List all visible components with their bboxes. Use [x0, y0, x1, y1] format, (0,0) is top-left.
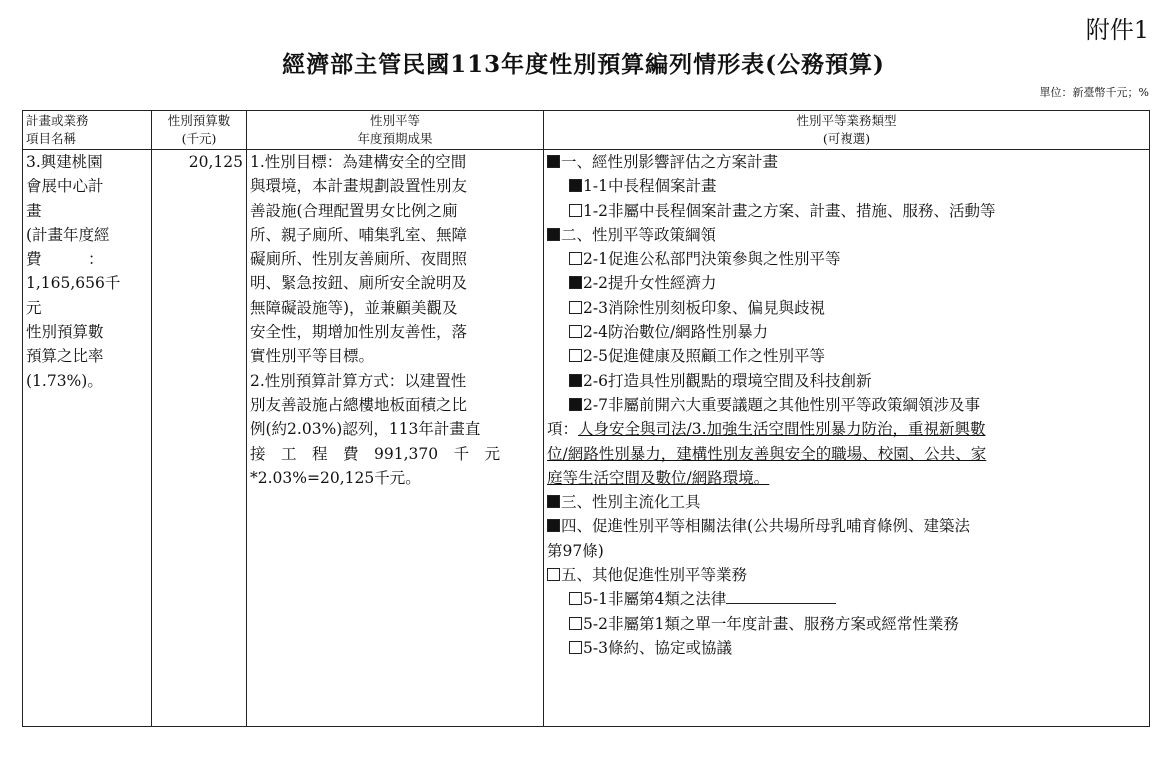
type-2-3: 2-3消除性別刻板印象、偏見與歧視 — [547, 296, 1146, 320]
header-expected-outcome: 性別平等 年度預期成果 — [247, 111, 544, 150]
item-name-cell — [23, 150, 152, 727]
checkbox-empty-icon — [569, 301, 582, 314]
outcome-line: 善設施(合理配置男女比例之廁 — [250, 201, 458, 220]
outcome-line: 無障礙設施等)，並兼顧美觀及 — [250, 298, 458, 317]
type-2-7: 2-7非屬前開六大重要議題之其他性別平等政策綱領涉及事 — [547, 393, 1146, 417]
type-1: 一、經性別影響評估之方案計畫 — [547, 150, 1146, 174]
checkbox-empty-icon — [569, 349, 582, 362]
item-name-line: 1,165,656千 — [26, 274, 121, 293]
header-item-name: 計畫或業務 項目名稱 — [23, 111, 152, 150]
checkbox-empty-icon — [547, 568, 560, 581]
checkbox-empty-icon — [569, 204, 582, 217]
checkbox-empty-icon — [569, 252, 582, 265]
item-name-line: 費 ： — [26, 250, 104, 269]
type-2-1: 2-1促進公私部門決策參與之性別平等 — [547, 247, 1146, 271]
outcome-line: 例(約2.03%)認列，113年計畫直 — [250, 420, 481, 439]
type-3: 三、性別主流化工具 — [547, 490, 1146, 514]
item-name-line: 元 — [26, 298, 42, 317]
item-name-line: (1.73%)。 — [26, 371, 103, 390]
header-budget-amount: 性別預算數 (千元) — [152, 111, 247, 150]
type-4: 四、促進性別平等相關法律(公共場所母乳哺育條例、建築法 — [547, 514, 1146, 538]
checkbox-checked-icon — [547, 519, 560, 532]
blank-line — [726, 589, 836, 604]
item-name-line: 預算之比率 — [26, 347, 104, 366]
item-name-line: 性別預算數 — [26, 323, 104, 342]
checkbox-checked-icon — [569, 179, 582, 192]
outcome-line: 礙廁所、性別友善廁所、夜間照 — [250, 250, 468, 269]
type-5: 五、其他促進性別平等業務 — [547, 563, 1146, 587]
item-name-line: (計畫年度經 — [26, 225, 110, 244]
type-1-2: 1-2非屬中長程個案計畫之方案、計畫、措施、服務、活動等 — [547, 199, 1146, 223]
outcome-line: 1.性別目標：為建構安全的空間 — [250, 153, 467, 171]
item-name-line: 畫 — [26, 201, 42, 220]
attachment-label: 附件1 — [1085, 16, 1149, 44]
type-2-5: 2-5促進健康及照顧工作之性別平等 — [547, 344, 1146, 368]
checkbox-empty-icon — [569, 325, 582, 338]
checkbox-checked-icon — [547, 228, 560, 241]
unit-note: 單位：新臺幣千元；% — [1039, 86, 1149, 99]
outcome-line: 2.性別預算計算方式：以建置性 — [250, 371, 467, 390]
checkbox-checked-icon — [569, 276, 582, 289]
checkbox-checked-icon — [547, 155, 560, 168]
type-2-4: 2-4防治數位/網路性別暴力 — [547, 320, 1146, 344]
type-2-7-cont: 位/網路性別暴力，建構性別友善與安全的職場、校園、公共、家 — [547, 444, 987, 463]
outcome-line: 別友善設施占總樓地板面積之比 — [250, 395, 468, 414]
checkbox-checked-icon — [569, 398, 582, 411]
type-2-7-cont: 項：人身安全與司法/3.加強生活空間性別暴力防治，重視新興數 — [547, 420, 986, 439]
checkbox-empty-icon — [569, 641, 582, 654]
outcome-line: 接 工 程 費 991,370 千 元 — [250, 444, 501, 463]
business-type-cell — [544, 150, 1150, 727]
item-name-line: 會展中心計 — [26, 177, 104, 196]
outcome-line: 與環境，本計畫規劃設置性別友 — [250, 177, 468, 196]
type-2-2: 2-2提升女性經濟力 — [547, 271, 1146, 295]
outcome-line: *2.03%=20,125千元。 — [250, 468, 421, 487]
page-title: 經濟部主管民國113年度性別預算編列情形表(公務預算) — [282, 51, 885, 78]
type-4-cont: 第97條) — [547, 541, 604, 560]
checkbox-empty-icon — [569, 617, 582, 630]
outcome-line: 實性別平等目標。 — [250, 347, 375, 366]
budget-amount-cell: 20,125 — [152, 150, 247, 727]
type-2: 二、性別平等政策綱領 — [547, 223, 1146, 247]
type-5-3: 5-3條約、協定或協議 — [547, 636, 1146, 660]
checkbox-checked-icon — [547, 495, 560, 508]
gender-budget-table — [22, 110, 1150, 727]
type-1-1: 1-1中長程個案計畫 — [547, 174, 1146, 198]
outcome-line: 明、緊急按鈕、廁所安全說明及 — [250, 274, 468, 293]
outcome-line: 所、親子廁所、哺集乳室、無障 — [250, 225, 468, 244]
header-row — [23, 111, 1150, 150]
type-2-6: 2-6打造具性別觀點的環境空間及科技創新 — [547, 369, 1146, 393]
table-row — [23, 150, 1150, 727]
type-2-7-cont: 庭等生活空間及數位/網路環境。 — [547, 468, 770, 487]
type-5-1: 5-1非屬第4類之法律 — [547, 587, 1146, 611]
checkbox-empty-icon — [569, 592, 582, 605]
checkbox-checked-icon — [569, 374, 582, 387]
header-business-type: 性別平等業務類型 (可複選) — [544, 111, 1150, 150]
outcome-line: 安全性，期增加性別友善性，落 — [250, 323, 468, 342]
item-name-line: 3.興建桃園 — [26, 153, 103, 171]
expected-outcome-cell — [247, 150, 544, 727]
type-5-2: 5-2非屬第1類之單一年度計畫、服務方案或經常性業務 — [547, 612, 1146, 636]
